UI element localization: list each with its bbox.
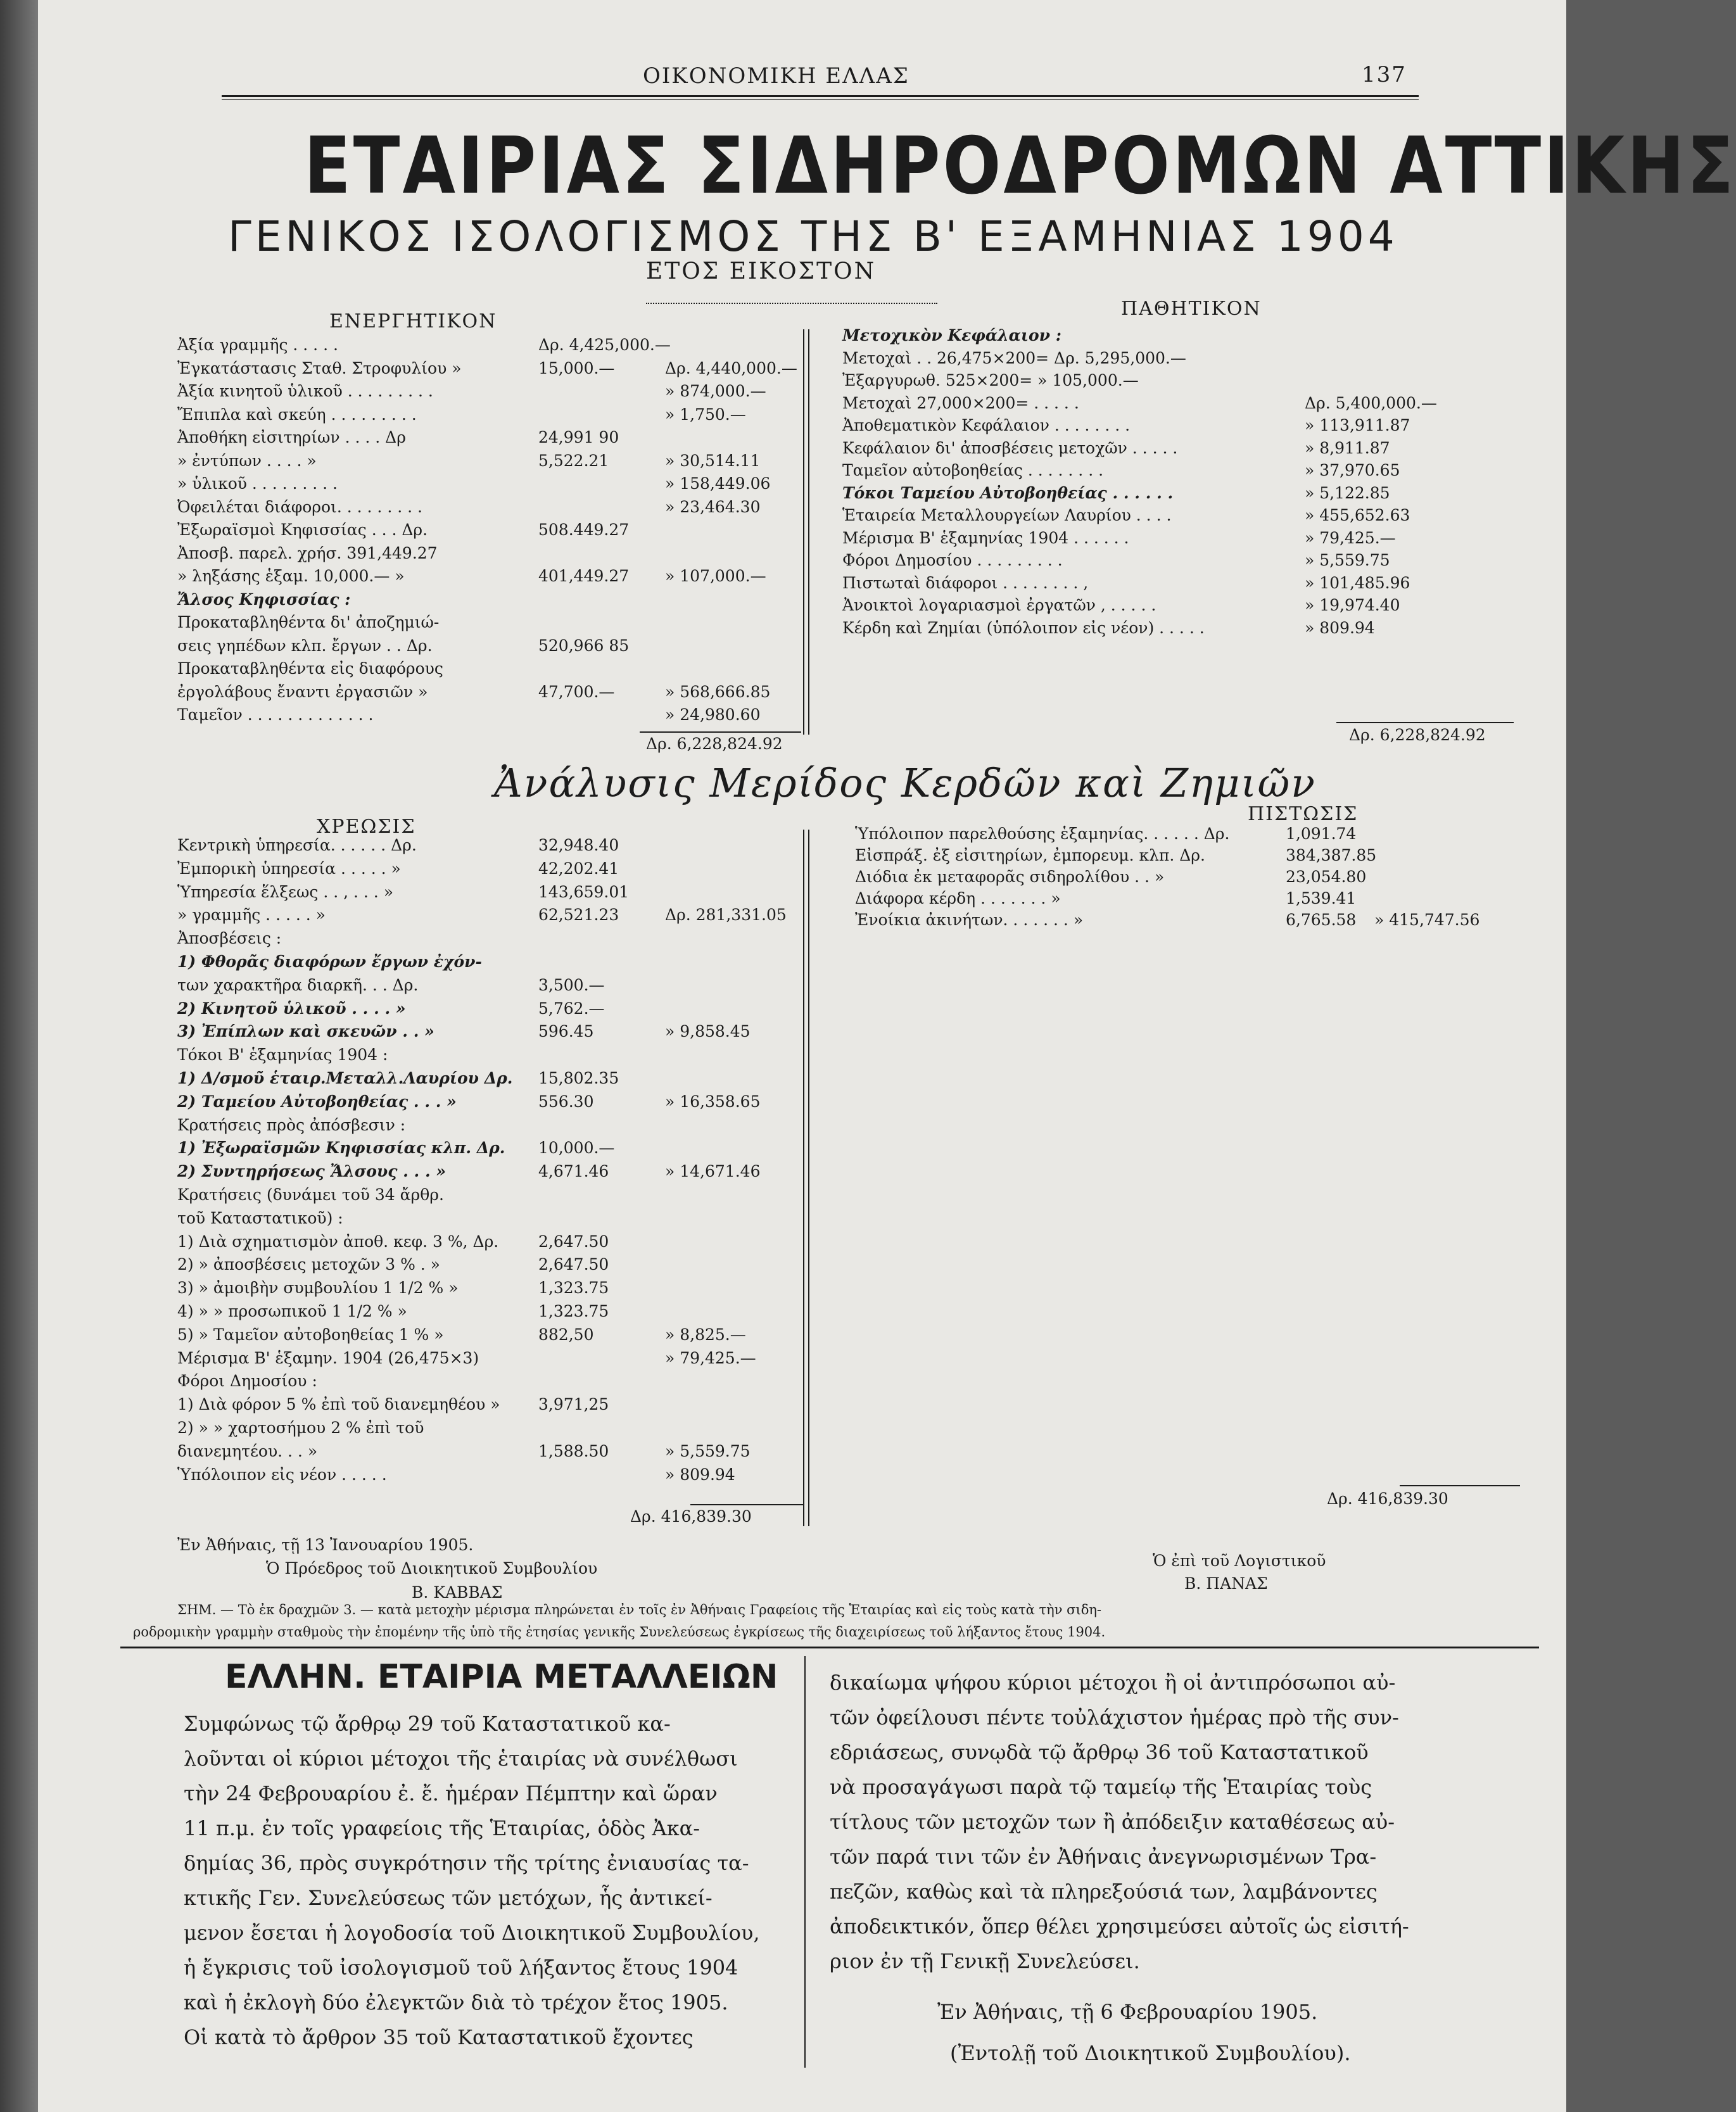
liabilities-total: Δρ. 6,228,824.92: [1349, 726, 1486, 744]
debit-total-rule: [690, 1504, 804, 1505]
assets-total-rule: [640, 731, 801, 733]
table-row-label: Ἐνοίκια ἀκινήτων. . . . . . . »: [855, 911, 1084, 929]
table-row-amount: 24,991 90: [538, 428, 619, 446]
table-row-label: Τόκοι Β' ἑξαμηνίας 1904 :: [177, 1046, 388, 1065]
table-row-total: » 5,122.85: [1305, 483, 1390, 502]
table-row-total: » 23,464.30: [665, 497, 761, 516]
table-row-label: Μετοχαὶ 27,000×200= . . . . .: [842, 393, 1079, 412]
table-row-label: » ὑλικοῦ . . . . . . . . .: [177, 474, 338, 493]
notice-line: μενον ἔσεται ἡ λογοδοσία τοῦ Διοικητικοῦ Συμβουλίου,: [184, 1921, 760, 1945]
table-row-amount: 15,000.—: [538, 358, 615, 377]
table-row-amount: 882,50: [538, 1325, 594, 1344]
page-edge-shadow: [0, 0, 38, 2112]
table-row-total: » 874,000.—: [665, 382, 766, 400]
table-row-label: Ταμεῖον . . . . . . . . . . . . .: [177, 705, 374, 724]
table-row-total: » 455,652.63: [1305, 506, 1410, 524]
table-row-label: 2) » ἀποσβέσεις μετοχῶν 3 % . »: [177, 1255, 440, 1274]
table-row-label: 2) Ταμείου Αὐτοβοηθείας . . . »: [177, 1092, 457, 1111]
journal-name: ΟΙΚΟΝΟΜΙΚΗ ΕΛΛΑΣ: [643, 63, 909, 89]
table-row-label: 3) » ἀμοιβὴν συμβουλίου 1 1/2 % »: [177, 1279, 459, 1298]
table-row-amount: 5,762.—: [538, 999, 605, 1018]
table-row-amount: Δρ. 4,425,000.—: [538, 336, 671, 354]
table-row-label: 4) » » προσωπικοῦ 1 1/2 % »: [177, 1302, 407, 1320]
notice-line: εδριάσεως, συνῳδὰ τῷ ἄρθρῳ 36 τοῦ Καταστατικοῦ: [830, 1740, 1369, 1764]
table-row-label: Ἀποθήκη εἰσιτηρίων . . . . Δρ: [177, 428, 406, 446]
table-row-label: » ληξάσης ἑξαμ. 10,000.— »: [177, 567, 405, 585]
notice-line: δικαίωμα ψήφου κύριοι μέτοχοι ἢ οἱ ἀντιπρόσωποι αὐ-: [830, 1671, 1396, 1695]
table-row-label: Ἀξία γραμμῆς . . . . .: [177, 336, 338, 354]
table-row-label: 1) Διὰ φόρον 5 % ἐπὶ τοῦ διανεμηθέου »: [177, 1395, 500, 1414]
note-line-1: ΣΗΜ. — Τὸ ἐκ δραχμῶν 3. — κατὰ μετοχὴν μέρισμα πληρώνεται ἐν τοῖς ἐν Ἀθήναις Γραφείοις τῆς Ἑταιρίας καὶ εἰς τοὺς κατὰ τὴν σιδη-: [177, 1602, 1102, 1617]
table-row-label: Ἐξαργυρωθ. 525×200= » 105,000.—: [842, 371, 1139, 389]
table-row-label: Κρατήσεις πρὸς ἀπόσβεσιν :: [177, 1115, 406, 1134]
accountant-role: Ὁ ἐπὶ τοῦ Λογιστικοῦ: [1153, 1552, 1326, 1570]
table-row-amount: 4,671.46: [538, 1162, 609, 1181]
table-row-total: » 5,559.75: [1305, 551, 1390, 569]
table-row-total: » 113,911.87: [1305, 416, 1410, 434]
table-row-label: Τόκοι Ταμείου Αὐτοβοηθείας . . . . . .: [842, 483, 1174, 502]
notice-line: καὶ ἡ ἐκλογὴ δύο ἐλεγκτῶν διὰ τὸ τρέχον ἔτος 1905.: [184, 1990, 728, 2014]
table-row-label: Φόροι Δημοσίου . . . . . . . . .: [842, 551, 1063, 569]
table-row-total: » 809.94: [1305, 618, 1375, 637]
table-row-amount: 5,522.21: [538, 451, 609, 470]
table-row-total: » 809.94: [665, 1465, 735, 1484]
notice-line: Συμφώνως τῷ ἄρθρῳ 29 τοῦ Καταστατικοῦ κα-: [184, 1712, 671, 1736]
table-row-label: Ὑπηρεσία ἕλξεως . . , . . . »: [177, 882, 393, 901]
notice-signature: (Ἐντολῇ τοῦ Διοικητικοῦ Συμβουλίου).: [950, 2041, 1351, 2065]
table-row-label: 2) » » χαρτοσήμου 2 % ἐπὶ τοῦ: [177, 1419, 424, 1437]
table-row-total: » 9,858.45: [665, 1022, 751, 1041]
table-row-label: των χαρακτῆρα διαρκῆ. . . Δρ.: [177, 975, 419, 994]
table-row-amount: 3,500.—: [538, 975, 605, 994]
liabilities-heading: ΠΑΘΗΤΙΚΟΝ: [1121, 298, 1262, 320]
table-row-amount: 1,588.50: [538, 1441, 609, 1460]
president-name: Β. ΚΑΒΒΑΣ: [412, 1583, 503, 1602]
assets-heading: ΕΝΕΡΓΗΤΙΚΟΝ: [329, 310, 497, 332]
table-row-amount: 1,323.75: [538, 1302, 609, 1320]
table-row-label: Προκαταβληθέντα εἰς διαφόρους: [177, 659, 443, 678]
wavy-rule: [646, 303, 937, 304]
table-row-amount: 508.449.27: [538, 521, 630, 539]
statement-subtitle: ΓΕΝΙΚΟΣ ΙΣΟΛΟΓΙΣΜΟΣ ΤΗΣ Β' ΕΞΑΜΗΝΙΑΣ 1904: [228, 212, 1398, 261]
table-row-label: Ὑπόλοιπον εἰς νέον . . . . .: [177, 1465, 387, 1484]
table-row-total: » 8,911.87: [1305, 438, 1390, 457]
table-row-amount: 401,449.27: [538, 567, 630, 585]
table-row-label: Ἀποθεματικὸν Κεφάλαιον . . . . . . . .: [842, 416, 1131, 434]
table-row-label: διανεμητέου. . . »: [177, 1441, 318, 1460]
table-row-amount: 62,521.23: [538, 906, 619, 925]
table-row-total: » 101,485.96: [1305, 573, 1410, 592]
table-row-amount: 384,387.85: [1286, 846, 1377, 864]
table-row-total: Δρ. 4,440,000.—: [665, 358, 797, 377]
table-row-amount: 47,700.—: [538, 682, 615, 701]
table-row-label: 1) Φθορᾶς διαφόρων ἔργων ἐχόν-: [177, 952, 482, 971]
liabilities-total-rule: [1336, 722, 1514, 723]
table-row-amount: 3,971,25: [538, 1395, 609, 1414]
note-line-2: ροδρομικὴν γραμμὴν σταθμοὺς τὴν ἐπομένην τῆς ὑπὸ τῆς ἐτησίας γενικῆς Συνελεύσεως ἐγκρίσεως τῆς διαχειρίσεως τοῦ λήξαντος ἔτους 1904.: [133, 1624, 1106, 1640]
table-row-label: Διάφορα κέρδη . . . . . . . »: [855, 889, 1061, 907]
table-row-label: Μέρισμα Β' ἑξαμηνίας 1904 . . . . . .: [842, 528, 1129, 547]
notice-line: κτικῆς Γεν. Συνελεύσεως τῶν μετόχων, ἧς ἀντικεί-: [184, 1886, 713, 1910]
table-row-label: Διόδια ἐκ μεταφορᾶς σιδηρολίθου . . »: [855, 868, 1165, 886]
notice-line: πεζῶν, καθὼς καὶ τὰ πληρεξούσιά των, λαμβάνοντες: [830, 1880, 1378, 1904]
pl-column-divider: [803, 830, 809, 1526]
debit-total: Δρ. 416,839.30: [630, 1507, 752, 1526]
table-row-label: 1) Διὰ σχηματισμὸν ἀποθ. κεφ. 3 %, Δρ.: [177, 1232, 499, 1251]
year-line: ΕΤΟΣ ΕΙΚΟΣΤΟΝ: [646, 258, 877, 284]
table-row-label: Κρατήσεις (δυνάμει τοῦ 34 ἄρθρ.: [177, 1186, 444, 1204]
table-row-label: » γραμμῆς . . . . . »: [177, 906, 326, 925]
notice-line: τῶν ὀφείλουσι πέντε τοὐλάχιστον ἡμέρας πρὸ τῆς συν-: [830, 1705, 1399, 1729]
table-row-total: » 107,000.—: [665, 567, 766, 585]
table-row-total: Δρ. 281,331.05: [665, 906, 787, 925]
table-row-label: Κεφάλαιον δι' ἀποσβέσεις μετοχῶν . . . . .: [842, 438, 1178, 457]
table-row-label: Φόροι Δημοσίου :: [177, 1372, 317, 1391]
table-row-label: Ἀποσβέσεις :: [177, 929, 282, 948]
table-row-total: » 37,970.65: [1305, 461, 1400, 479]
table-row-label: τοῦ Καταστατικοῦ) :: [177, 1208, 343, 1227]
table-row-label: 1) Δ/σμοῦ ἑταιρ.Μεταλλ.Λαυρίου Δρ.: [177, 1069, 513, 1087]
debit-heading: ΧΡΕΩΣΙΣ: [317, 816, 416, 838]
table-row-label: Ὑπόλοιπον παρελθούσης ἑξαμηνίας. . . . . . Δρ.: [855, 825, 1230, 843]
table-row-total: » 19,974.40: [1305, 596, 1400, 614]
table-row-amount: 556.30: [538, 1092, 594, 1111]
table-row-amount: 2,647.50: [538, 1232, 609, 1251]
table-row-amount: 32,948.40: [538, 836, 619, 854]
credit-heading: ΠΙΣΤΩΣΙΣ: [1248, 803, 1359, 825]
notice-line: τίτλους τῶν μετοχῶν των ἢ ἀπόδειξιν καταθέσεως αὐ-: [830, 1810, 1395, 1834]
table-row-label: Ἐγκατάστασις Σταθ. Στροφυλίου »: [177, 358, 462, 377]
table-row-amount: 10,000.—: [538, 1139, 615, 1158]
notice-line: νὰ προσαγάγωσι παρὰ τῷ ταμείῳ τῆς Ἑταιρίας τοὺς: [830, 1775, 1372, 1799]
table-row-label: Πιστωταὶ διάφοροι . . . . . . . . ,: [842, 573, 1089, 592]
page-number: 137: [1362, 62, 1407, 87]
notice-line: τὴν 24 Φεβρουαρίου ἐ. ἔ. ἡμέραν Πέμπτην καὶ ὥραν: [184, 1781, 718, 1805]
table-row-label: Μέρισμα Β' ἑξαμην. 1904 (26,475×3): [177, 1348, 479, 1367]
notice-column-divider: [804, 1656, 806, 2068]
table-row-label: Ἀνοικτοὶ λογαριασμοὶ ἐργατῶν , . . . . .: [842, 596, 1156, 614]
table-row-total: » 8,825.—: [665, 1325, 746, 1344]
table-row-label: 2) Κινητοῦ ὑλικοῦ . . . . »: [177, 999, 406, 1018]
table-row-total: » 5,559.75: [665, 1441, 751, 1460]
table-row-total: » 30,514.11: [665, 451, 761, 470]
notice-line: δημίας 36, πρὸς συγκρότησιν τῆς τρίτης ἐνιαυσίας τα-: [184, 1851, 749, 1875]
table-row-total: » 79,425.—: [665, 1348, 756, 1367]
table-row-total: » 568,666.85: [665, 682, 771, 701]
table-row-total: » 1,750.—: [665, 405, 746, 424]
header-rule-thin: [222, 99, 1419, 100]
table-row-label: Κέρδη καὶ Ζημίαι (ὑπόλοιπον εἰς νέον) . . . . .: [842, 618, 1205, 637]
table-row-label: Εἰσπράξ. ἐξ εἰσιτηρίων, ἐμπορευμ. κλπ. Δρ.: [855, 846, 1205, 864]
notice-line: ἡ ἔγκρισις τοῦ ἰσολογισμοῦ τοῦ λήξαντος ἔτους 1904: [184, 1956, 738, 1980]
table-row-amount: 15,802.35: [538, 1069, 619, 1087]
notice-line: λοῦνται οἱ κύριοι μέτοχοι τῆς ἑταιρίας νὰ συνέλθωσι: [184, 1747, 738, 1771]
table-row-total: » 24,980.60: [665, 705, 761, 724]
table-row-amount: 23,054.80: [1286, 868, 1367, 886]
balance-column-divider: [803, 329, 809, 735]
newspaper-page: [38, 0, 1736, 2112]
table-row-label: Ἔπιπλα καὶ σκεύη . . . . . . . . .: [177, 405, 417, 424]
table-row-amount: 1,323.75: [538, 1279, 609, 1298]
table-row-label: Μετοχαὶ . . 26,475×200= Δρ. 5,295,000.—: [842, 348, 1186, 367]
table-row-label: Ἀξία κινητοῦ ὑλικοῦ . . . . . . . . .: [177, 382, 433, 400]
notice-line: ριον ἐν τῇ Γενικῇ Συνελεύσει.: [830, 1949, 1140, 1973]
table-row-amount: 520,966 85: [538, 636, 630, 655]
notice-line: τῶν παρά τινι τῶν ἐν Ἀθήναις ἀνεγνωρισμένων Τρα-: [830, 1845, 1377, 1869]
notice-line: Οἱ κατὰ τὸ ἄρθρον 35 τοῦ Καταστατικοῦ ἔχοντες: [184, 2025, 694, 2049]
table-row-label: Ἐμπορικὴ ὑπηρεσία . . . . . »: [177, 859, 401, 878]
header-rule: [222, 95, 1419, 97]
credit-total-rule: [1400, 1485, 1520, 1486]
table-row-total: » 158,449.06: [665, 474, 771, 493]
notice-line: ἀποδεικτικόν, ὅπερ θέλει χρησιμεύσει αὐτοῖς ὡς εἰσιτή-: [830, 1914, 1409, 1938]
table-row-amount: 596.45: [538, 1022, 594, 1041]
table-row-amount: 2,647.50: [538, 1255, 609, 1274]
table-row-total: » 16,358.65: [665, 1092, 761, 1111]
pl-heading: Ἀνάλυσις Μερίδος Κερδῶν καὶ Ζημιῶν: [494, 760, 1316, 806]
table-row-amount: 6,765.58: [1286, 911, 1357, 929]
table-row-label: 5) » Ταμεῖον αὐτοβοηθείας 1 % »: [177, 1325, 444, 1344]
assets-total: Δρ. 6,228,824.92: [646, 735, 783, 753]
table-row-label: Ἀποσβ. παρελ. χρήσ. 391,449.27: [177, 543, 438, 562]
table-row-label: Ἑταιρεία Μεταλλουργείων Λαυρίου . . . .: [842, 506, 1172, 524]
table-row-total: » 79,425.—: [1305, 528, 1396, 547]
table-row-total: » 415,747.56: [1374, 911, 1480, 929]
table-row-label: Ταμεῖον αὐτοβοηθείας . . . . . . . .: [842, 461, 1104, 479]
section-rule: [120, 1647, 1539, 1648]
table-row-label: Ὀφειλέται διάφοροι. . . . . . . . .: [177, 497, 422, 516]
company-title: ΕΤΑΙΡΙΑΣ ΣΙΔΗΡΟΔΡΟΜΩΝ ΑΤΤΙΚΗΣ: [304, 120, 1736, 212]
table-row-label: 2) Συντηρήσεως Ἄλσους . . . »: [177, 1162, 446, 1181]
table-row-label: Ἄλσος Κηφισσίας :: [177, 590, 351, 609]
table-row-label: Μετοχικὸν Κεφάλαιον :: [842, 326, 1061, 345]
table-row-label: Ἐξωραϊσμοὶ Κηφισσίας . . . Δρ.: [177, 521, 428, 539]
signature-date: Ἐν Ἀθήναις, τῇ 13 Ἰανουαρίου 1905.: [177, 1536, 474, 1554]
table-row-amount: 143,659.01: [538, 882, 630, 901]
table-row-label: Προκαταβληθέντα δι' ἀποζημιώ-: [177, 613, 440, 631]
accountant-name: Β. ΠΑΝΑΣ: [1184, 1574, 1268, 1593]
notice-title: ΕΛΛΗΝ. ΕΤΑΙΡΙΑ ΜΕΤΑΛΛΕΙΩΝ: [225, 1658, 778, 1696]
table-row-amount: 42,202.41: [538, 859, 619, 878]
table-row-label: σεις γηπέδων κλπ. ἔργων . . Δρ.: [177, 636, 433, 655]
table-row-label: 3) Ἐπίπλων καὶ σκευῶν . . »: [177, 1022, 434, 1041]
table-row-label: ἐργολάβους ἔναντι ἐργασιῶν »: [177, 682, 428, 701]
credit-total: Δρ. 416,839.30: [1327, 1489, 1448, 1508]
table-row-total: » 14,671.46: [665, 1162, 761, 1181]
notice-line: 11 π.μ. ἐν τοῖς γραφείοις τῆς Ἑταιρίας, ὁδὸς Ἀκα-: [184, 1816, 700, 1840]
president-role: Ὁ Πρόεδρος τοῦ Διοικητικοῦ Συμβουλίου: [266, 1559, 598, 1578]
table-row-label: 1) Ἐξωραϊσμῶν Κηφισσίας κλπ. Δρ.: [177, 1139, 505, 1158]
notice-date: Ἐν Ἀθήναις, τῇ 6 Φεβρουαρίου 1905.: [937, 2000, 1318, 2024]
table-row-amount: 1,091.74: [1286, 825, 1357, 843]
table-row-label: » ἐντύπων . . . . »: [177, 451, 317, 470]
table-row-label: Κεντρικὴ ὑπηρεσία. . . . . . Δρ.: [177, 836, 417, 854]
table-row-amount: 1,539.41: [1286, 889, 1357, 907]
table-row-total: Δρ. 5,400,000.—: [1305, 393, 1437, 412]
